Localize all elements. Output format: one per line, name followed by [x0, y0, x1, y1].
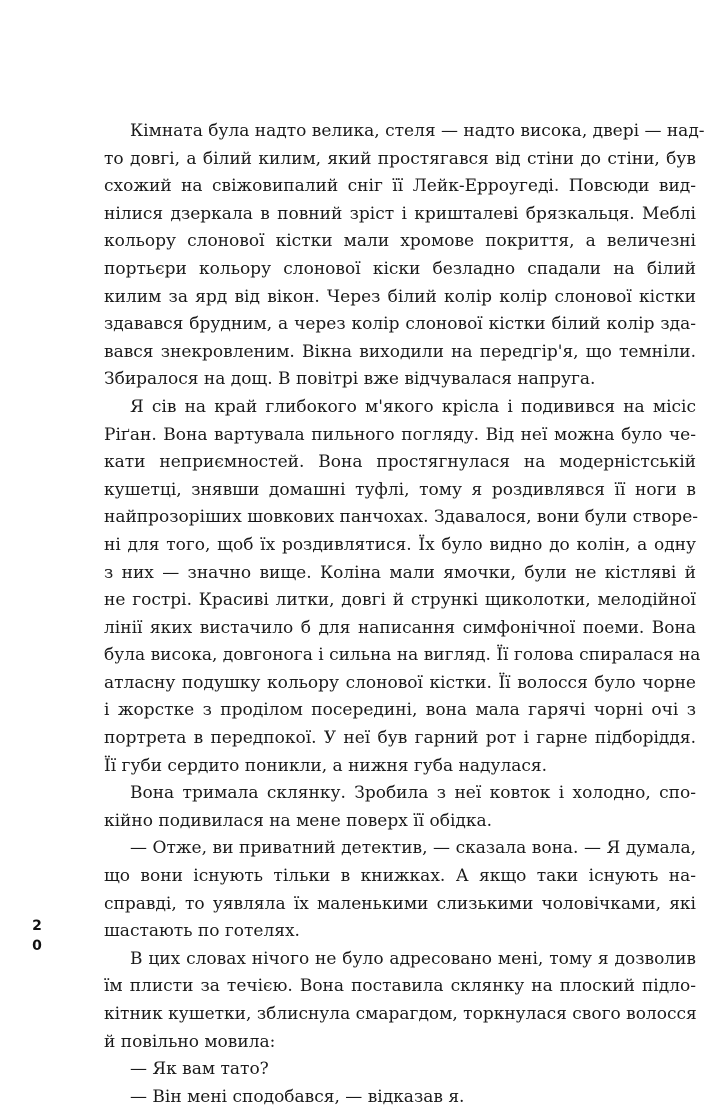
text-line: найпрозоріших шовкових панчохах. Здавалося, вони були створе-	[104, 507, 698, 528]
text-line: Я сів на край глибокого м'якого крісла і подивився на місіс	[130, 396, 696, 417]
text-line: Вона тримала склянку. Зробила з неї ковток і холодно, спо-	[130, 783, 696, 804]
text-line: — Як вам тато?	[130, 1059, 269, 1080]
paragraph	[104, 118, 705, 394]
text-line: вався знекровленим. Вікна виходили на передгір'я, що темніли.	[104, 341, 696, 362]
page-number-digit: 0	[32, 938, 42, 954]
text-line: й повільно мовила:	[104, 1031, 276, 1052]
paragraph	[104, 946, 696, 1056]
text-line: килим за ярд від вікон. Через білий колір колір слонової кістки	[104, 286, 696, 307]
text-line: кійно подивилася на мене поверх її обідка.	[104, 810, 493, 831]
text-line: кушетці, знявши домашні туфлі, тому я роздивлявся її ноги в	[104, 479, 696, 500]
text-line: портьєри кольору слонової кіски безладно спадали на білий	[104, 258, 696, 279]
text-line: схожий на свіжовипалий сніг її Лейк-Ерроугеді. Повсюди вид-	[104, 176, 696, 197]
text-line: кітник кушетки, зблиснула смарагдом, торкнулася свого волосся	[104, 1004, 697, 1024]
text-line: атласну подушку кольору слонової кістки. Її волосся було чорне	[104, 672, 696, 693]
text-line: з них — значно вище. Коліна мали ямочки, були не кістляві й	[104, 562, 696, 583]
paragraph	[104, 1056, 696, 1084]
text-line: здавався брудним, а через колір слонової кістки білий колір зда-	[104, 314, 696, 335]
text-line: що вони існують тільки в книжках. А якщо таки існують на-	[104, 866, 696, 887]
paragraph	[104, 780, 696, 835]
text-line: Ріґан. Вона вартувала пильного погляду. Від неї можна було че-	[104, 424, 696, 445]
text-line: їм плисти за течією. Вона поставила склянку на плоский підло-	[104, 976, 696, 997]
text-line: ні для того, щоб їх роздивлятися. Їх було видно до колін, а одну	[104, 534, 696, 555]
paragraph	[104, 394, 701, 780]
text-line: і жорстке з проділом посередині, вона мала гарячі чорні очі з	[104, 700, 696, 721]
text-line: — Він мені сподобався, — відказав я.	[130, 1086, 465, 1107]
text-line: В цих словах нічого не було адресовано мені, тому я дозволив	[130, 948, 696, 969]
text-line: то довгі, а білий килим, який простягався від стіни до стіни, був	[104, 148, 696, 169]
text-line: Її губи сердито поникли, а нижня губа надулася.	[104, 755, 548, 776]
text-line: лінії яких вистачило б для написання симфонічної поеми. Вона	[104, 617, 696, 638]
paragraph	[104, 835, 696, 945]
text-line: кольору слонової кістки мали хромове покриття, а величезні	[104, 231, 696, 252]
text-line: — Отже, ви приватний детектив, — сказала вона. — Я думала,	[130, 838, 696, 859]
text-line: не гострі. Красиві литки, довгі й стрункі щиколотки, мелодійної	[104, 590, 696, 611]
text-line: портрета в передпокої. У неї був гарний рот і гарне підборіддя.	[104, 728, 696, 749]
text-line: Збиралося на дощ. В повітрі вже відчувалася напруга.	[104, 369, 596, 390]
text-line: нілися дзеркала в повний зріст і кришталеві брязкальця. Меблі	[104, 203, 696, 224]
text-line: шастають по готелях.	[104, 921, 300, 942]
text-line: була висока, довгонога і сильна на вигляд. Її голова спиралася на	[104, 645, 701, 666]
text-line: Кімната була надто велика, стеля — надто висока, двері — над-	[130, 121, 705, 141]
body-text	[104, 118, 705, 1111]
page-number-digit: 2	[32, 918, 42, 934]
page-number	[30, 916, 44, 956]
paragraph	[104, 1084, 696, 1111]
text-line: справді, то уявляла їх маленькими слизькими чоловічками, які	[104, 893, 696, 914]
text-line: кати неприємностей. Вона простягнулася на модерністській	[104, 452, 696, 473]
